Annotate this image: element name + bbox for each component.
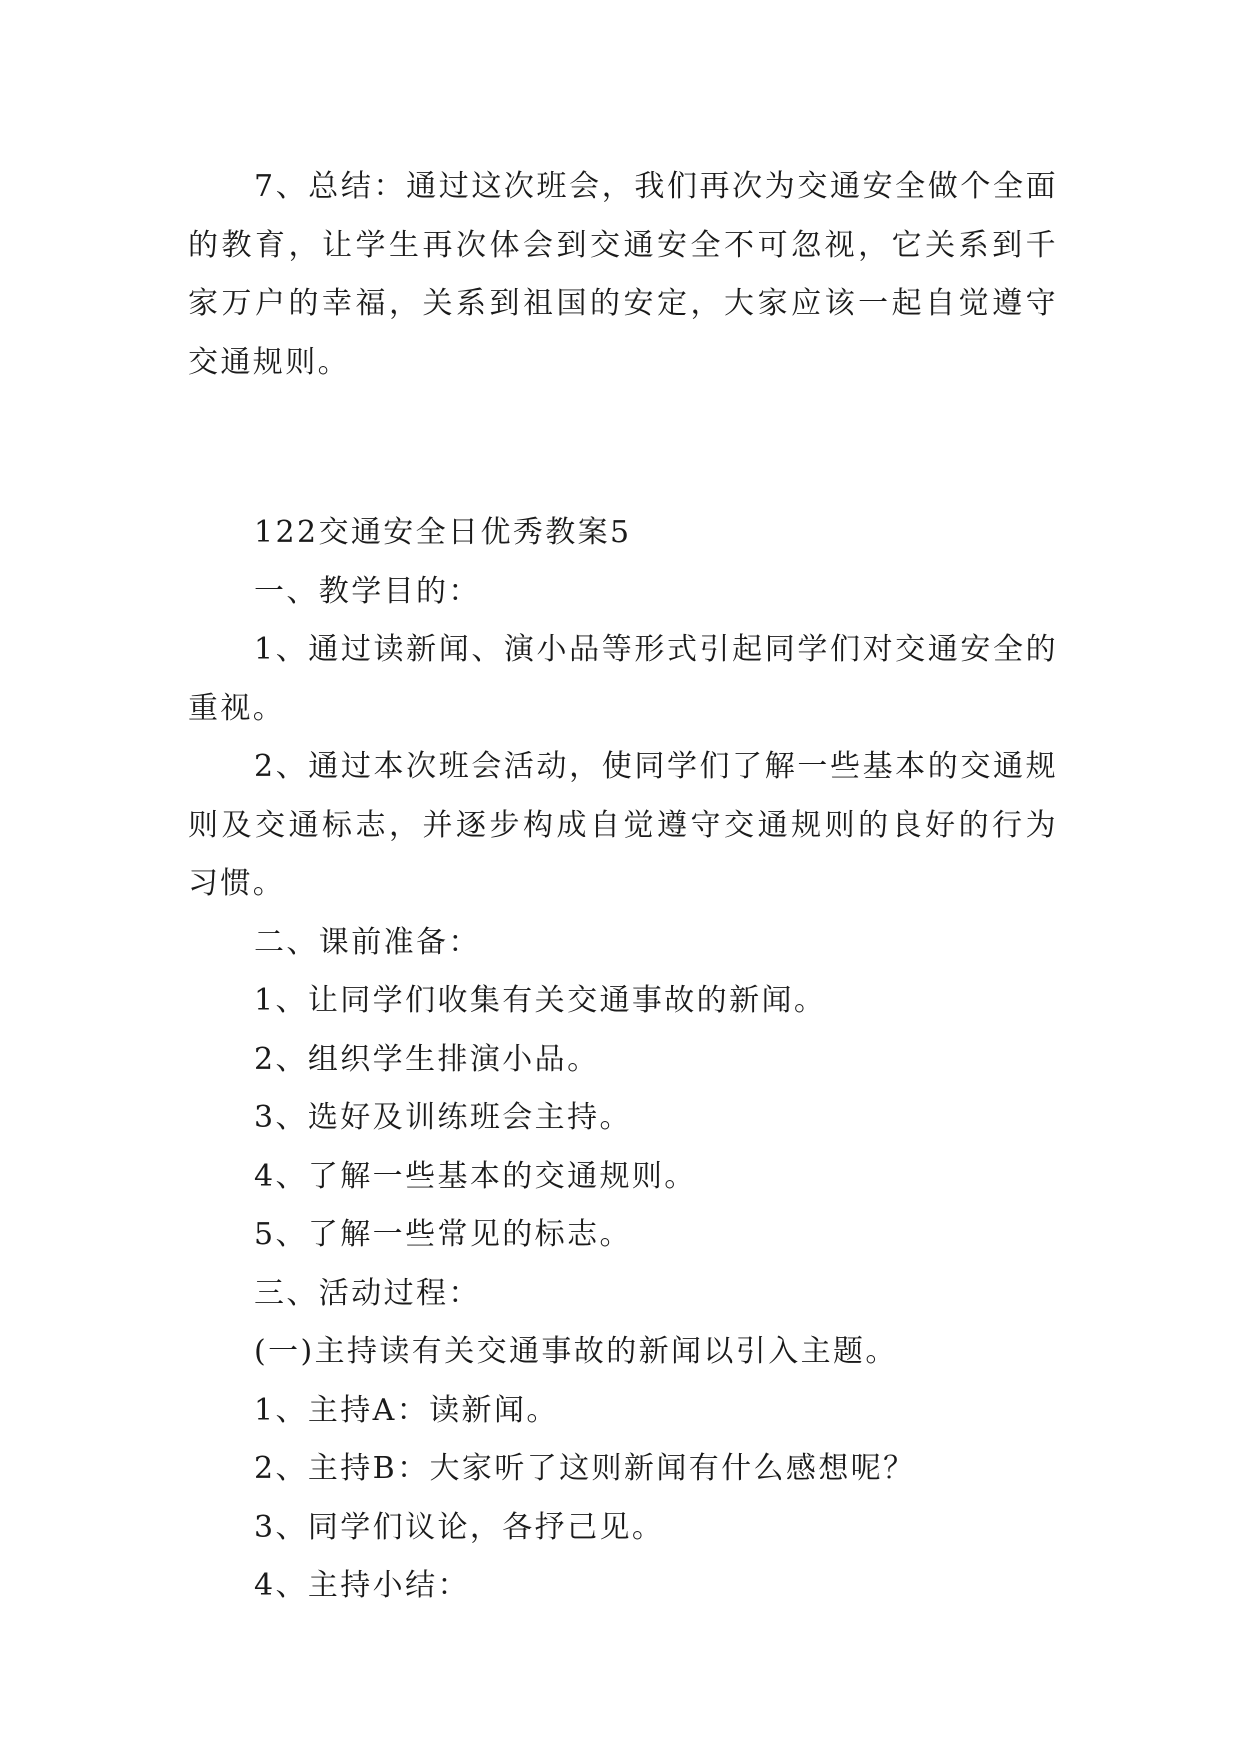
activity-item-3: 3、同学们议论，各抒己见。 (254, 1509, 665, 1545)
prep-item-3: 3、选好及训练班会主持。 (254, 1100, 632, 1135)
document-page (188, 158, 1058, 1616)
activity-item-4: 4、主持小结： (254, 1568, 470, 1603)
heading-preparation: 二、课前准备： (254, 924, 481, 960)
section-gap (188, 392, 1058, 504)
prep-item-4: 4、了解一些基本的交通规则。 (254, 1158, 697, 1194)
prep-item-1: 1、让同学们收集有关交通事故的新闻。 (254, 983, 827, 1018)
activity-item-2: 2、主持B：大家听了这则新闻有什么感想呢？ (254, 1451, 916, 1486)
prep-item-5: 5、了解一些常见的标志。 (254, 1217, 632, 1252)
activity-item-1: 1、主持A：读新闻。 (254, 1392, 559, 1428)
summary-paragraph: 7、总结：通过这次班会，我们再次为交通安全做个全面的教育，让学生再次体会到交通安全不可忽视，它关系到千家万户的幸福，关系到祖国的安定，大家应该一起自觉遵守交通规则。 (188, 169, 1058, 380)
heading-teaching-goals: 一、教学目的： (254, 573, 481, 609)
goal-item-2: 2、通过本次班会活动，使同学们了解一些基本的交通规则及交通标志，并逐步构成自觉遵守交通规则的良好的行为习惯。 (188, 749, 1058, 901)
section-title: 122交通安全日优秀教案5 (254, 515, 632, 550)
heading-activity-process: 三、活动过程： (254, 1275, 481, 1311)
goal-item-1: 1、通过读新闻、演小品等形式引起同学们对交通安全的重视。 (188, 632, 1058, 726)
prep-item-2: 2、组织学生排演小品。 (254, 1041, 600, 1077)
activity-subheading-1: (一)主持读有关交通事故的新闻以引入主题。 (254, 1334, 898, 1369)
